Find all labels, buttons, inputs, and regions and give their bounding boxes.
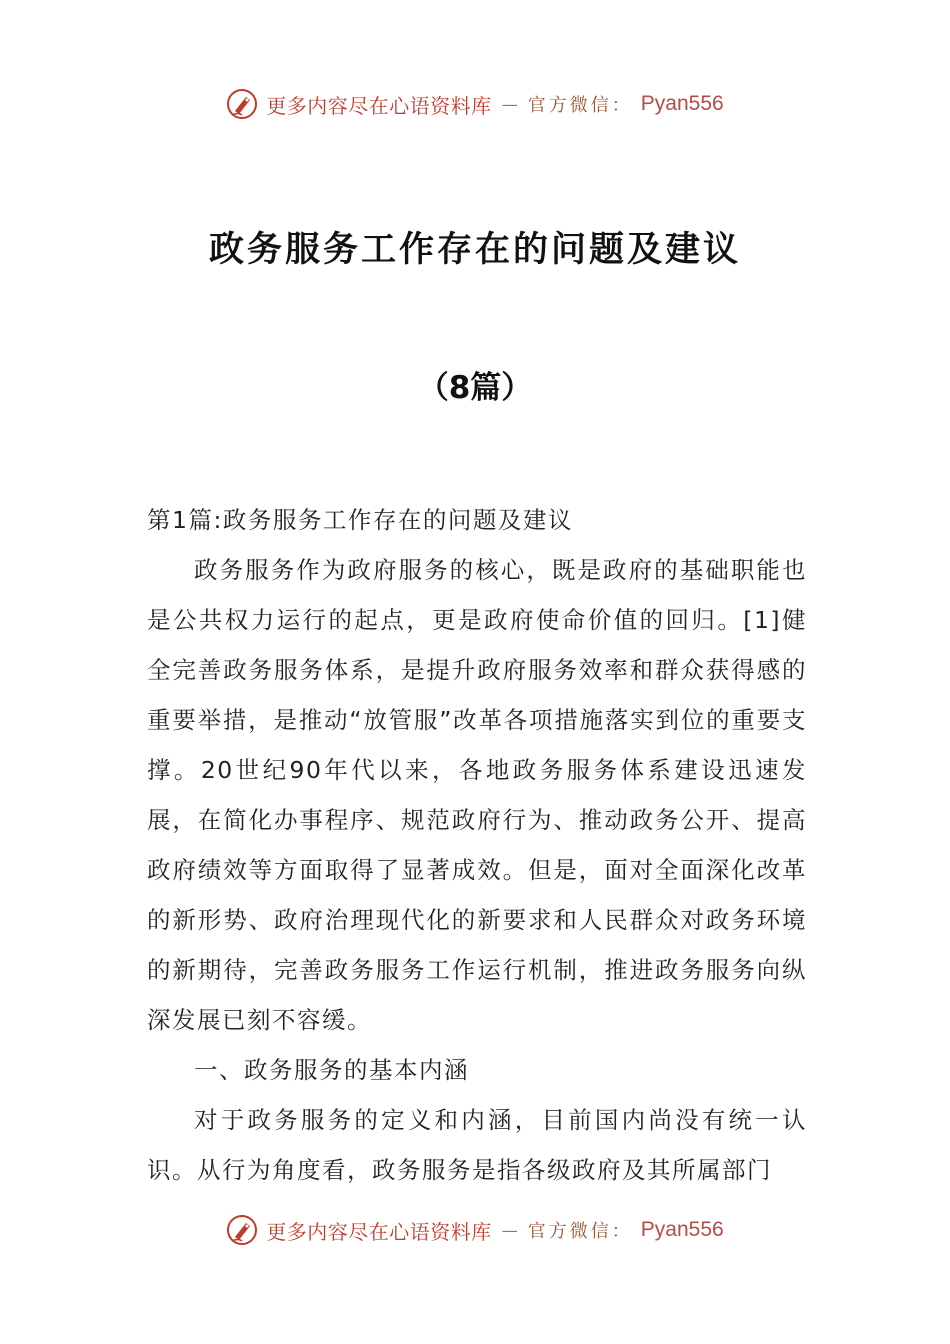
header-watermark-banner: [0, 84, 950, 124]
separator: —: [501, 94, 518, 114]
pen-nib-logo-icon: [226, 1214, 258, 1246]
separator: —: [501, 1220, 518, 1240]
wechat-label: 官方微信：: [527, 95, 633, 116]
site-text: 更多内容尽在心语资料库: [266, 93, 492, 118]
wechat-id: Pyan556: [640, 92, 724, 115]
paragraph: 对于政务服务的定义和内涵，目前国内尚没有统一认识。从行为角度看，政务服务是指各级政府及其所属部门: [147, 1106, 807, 1184]
section-heading: 一、政务服务的基本内涵: [194, 1056, 469, 1084]
document-body: [147, 495, 807, 1195]
document-subtitle: （8篇）: [417, 370, 533, 406]
document-title: 政务服务工作存在的问题及建议: [208, 230, 741, 270]
wechat-id: Pyan556: [640, 1218, 724, 1241]
pen-nib-logo-icon: [226, 88, 258, 120]
site-text: 更多内容尽在心语资料库: [266, 1219, 492, 1244]
wechat-label: 官方微信：: [527, 1221, 633, 1242]
footer-watermark-banner: [0, 1210, 950, 1250]
article-heading: 第1篇:政务服务工作存在的问题及建议: [147, 506, 573, 534]
paragraph: 政务服务作为政府服务的核心，既是政府的基础职能也是公共权力运行的起点，更是政府使命价值的回归。[1]健全完善政务服务体系，是提升政府服务效率和群众获得感的重要举措，是推动“放管服”改革各项措施落实到位的重要支撑。20世纪90年代以来，各地政务服务体系建设迅速发展，在简化办事程序、规范政府行为、推动政务公开、提高政府绩效等方面取得了显著成效。但是，面对全面深化改革的新形势、政府治理现代化的新要求和人民群众对政务环境的新期待，完善政务服务工作运行机制，推进政务服务向纵深发展已刻不容缓。: [147, 556, 807, 1034]
